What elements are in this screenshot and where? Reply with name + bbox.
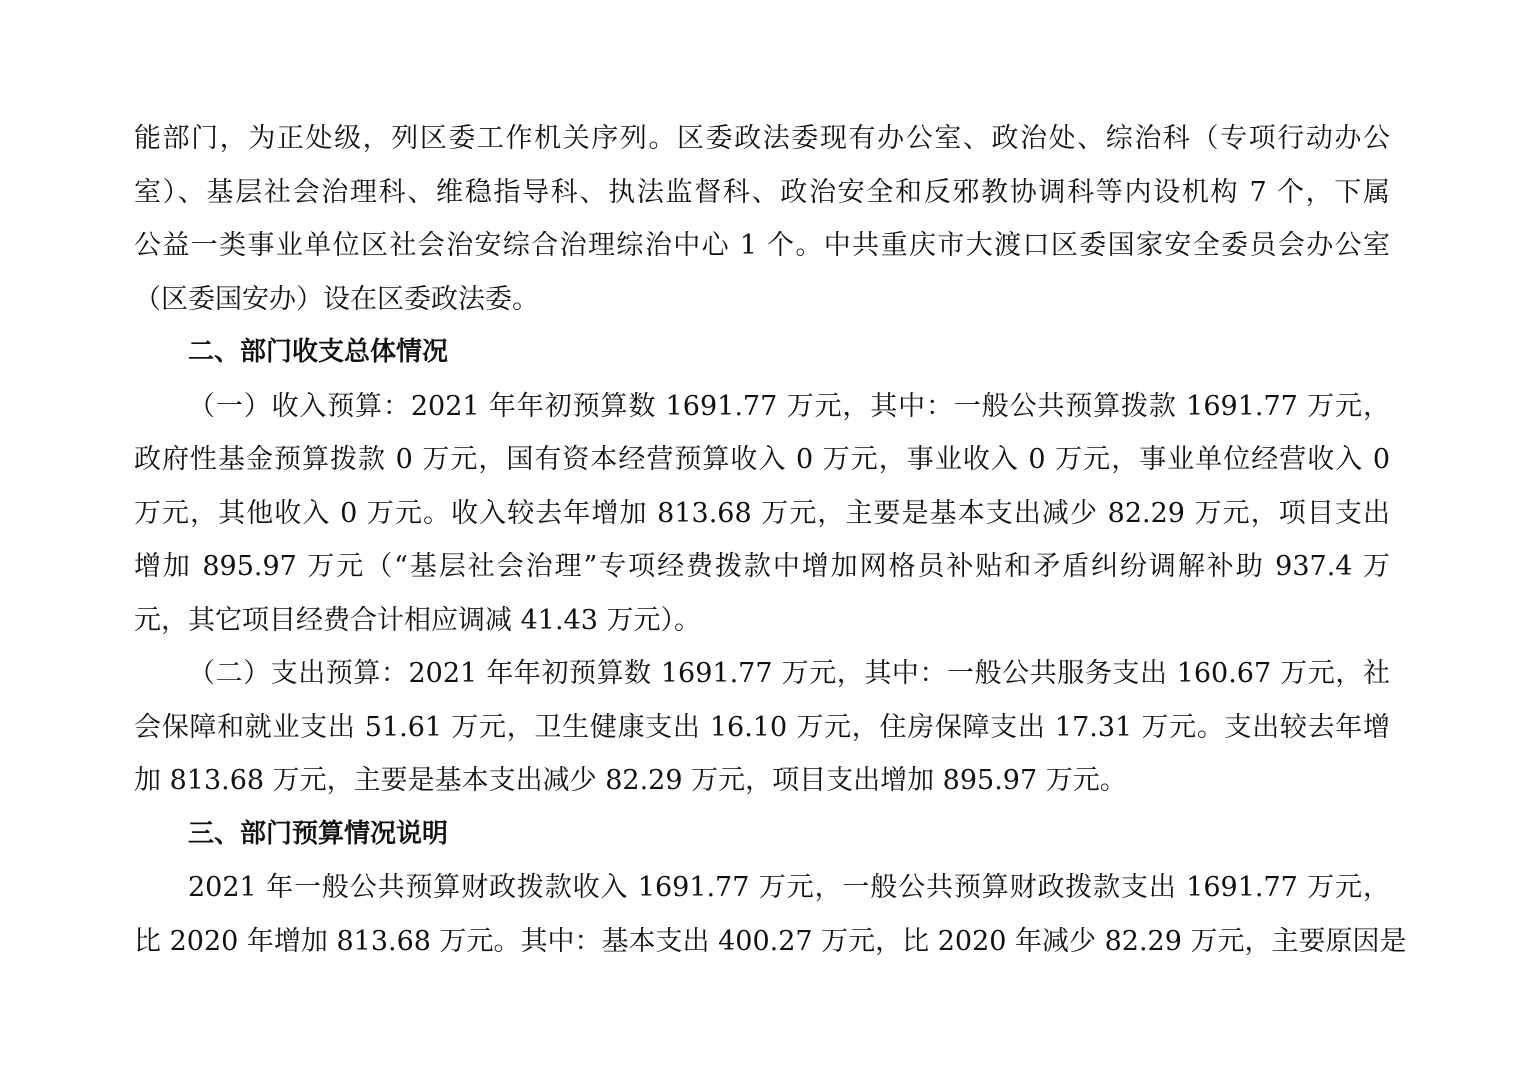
text-line: （区委国安办）设在区委政法委。 [134, 283, 539, 315]
section-heading-budget-overview: 二、部门收支总体情况 [188, 337, 449, 367]
text-line: 室）、基层社会治理科、维稳指导科、执法监督科、政治安全和反邪教协调科等内设机构 7 个，下属 [134, 176, 1390, 208]
text-line: 2021 年一般公共预算财政拨款收入 1691.77 万元，一般公共预算财政拨款支出 1691.77 万元， [188, 872, 1390, 903]
text-line: （一）收入预算：2021 年年初预算数 1691.77 万元，其中：一般公共预算拨款 1691.77 万元， [188, 390, 1390, 422]
text-line: 公益一类事业单位区社会治安综合治理综治中心 1 个。中共重庆市大渡口区委国家安全委员会办公室 [134, 230, 1390, 261]
text-line: （二）支出预算：2021 年年初预算数 1691.77 万元，其中：一般公共服务支出 160.67 万元，社 [188, 658, 1390, 689]
text-line: 政府性基金预算拨款 0 万元，国有资本经营预算收入 0 万元，事业收入 0 万元，事业单位经营收入 0 [134, 444, 1390, 475]
section-heading-budget-explanation: 三、部门预算情况说明 [188, 818, 449, 849]
text-line: 万元，其他收入 0 万元。收入较去年增加 813.68 万元，主要是基本支出减少 82.29 万元，项目支出 [134, 497, 1390, 529]
text-line: 会保障和就业支出 51.61 万元，卫生健康支出 16.10 万元，住房保障支出 17.31 万元。支出较去年增 [134, 711, 1390, 743]
document-page [134, 112, 1407, 968]
text-line: 比 2020 年增加 813.68 万元。其中：基本支出 400.27 万元，比 2020 年减少 82.29 万元，主要原因是 [134, 925, 1407, 957]
text-line: 加 813.68 万元，主要是基本支出减少 82.29 万元，项目支出增加 895.97 万元。 [134, 765, 1127, 796]
text-line: 能部门，为正处级，列区委工作机关序列。区委政法委现有办公室、政治处、综治科（专项行动办公 [134, 123, 1390, 154]
text-line: 元，其它项目经费合计相应调减 41.43 万元）。 [134, 604, 701, 636]
text-line: 增加 895.97 万元（“基层社会治理”专项经费拨款中增加网格员补贴和矛盾纠纷调解补助 937.4 万 [134, 551, 1390, 582]
